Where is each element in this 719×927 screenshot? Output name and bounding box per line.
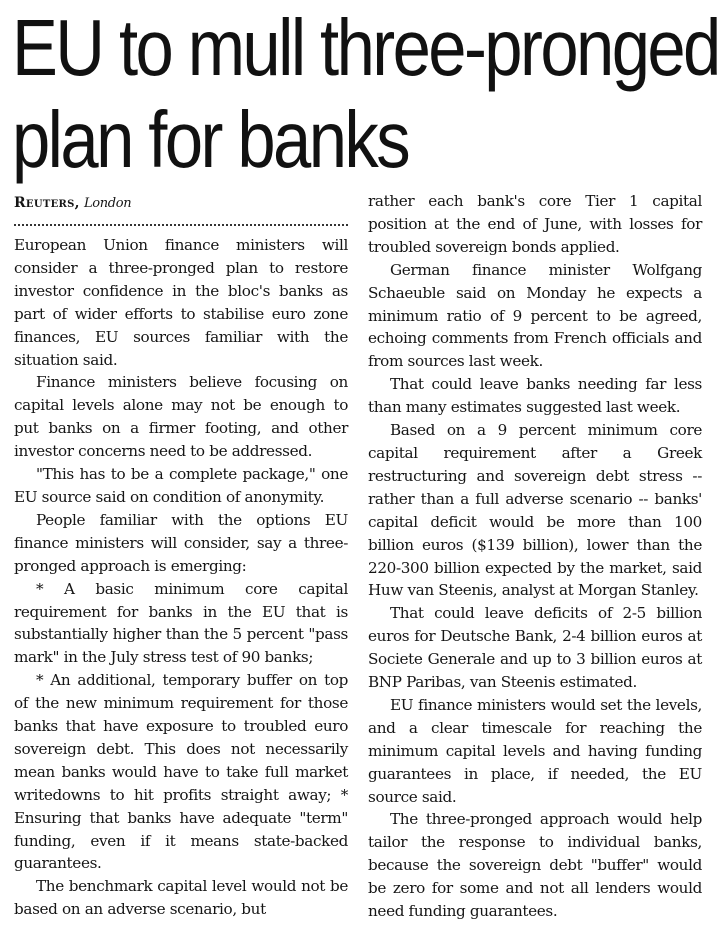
headline-line-2: plan for banks (12, 95, 409, 184)
article-column-left (14, 192, 348, 921)
paragraph: The three-pronged approach would help tailor the response to individual banks, because the sovereign debt "buffer" would be zero for some and not all lenders would need funding guarantees. (368, 810, 702, 921)
paragraph: Based on a 9 percent minimum core capital requirement after a Greek restructuring and sovereign debt stress -- rather than a full adverse scenario -- banks' capital deficit would be more than 100 billion euros ($139 billion), lower than the 220-300 billion expected by the market, said Huw van Steenis, analyst at Morgan Stanley. (368, 421, 702, 600)
byline-divider (14, 224, 348, 226)
paragraph: European Union finance ministers will consider a three-pronged plan to restore investor confidence in the bloc's banks as part of wider efforts to stabilise euro zone finances, EU sources familiar with the situation said. (14, 236, 348, 369)
article-column-right (368, 190, 702, 923)
headline-line-1: EU to mull three-pronged (12, 3, 719, 92)
paragraph: "This has to be a complete package," one EU source said on condition of anonymity. (14, 465, 348, 506)
paragraph: That could leave banks needing far less than many estimates suggested last week. (368, 375, 702, 417)
headline (12, 2, 719, 186)
paragraph: The benchmark capital level would not be based on an adverse scenario, but (14, 877, 348, 919)
byline-city: London (83, 196, 132, 211)
paragraph: That could leave deficits of 2-5 billion euros for Deutsche Bank, 2-4 billion euros at Societe Generale and up to 3 billion euros at BNP Paribas, van Steenis estimated. (368, 604, 702, 692)
paragraph: German finance minister Wolfgang Schaeuble said on Monday he expects a minimum ratio of 9 percent to be agreed, echoing comments from French officials and from sources last week. (368, 260, 702, 371)
paragraph: People familiar with the options EU finance ministers will consider, say a three-pronged approach is emerging: (14, 510, 348, 575)
paragraph: * An additional, temporary buffer on top of the new minimum requirement for those banks that have exposure to troubled euro sovereign debt. This does not necessarily mean banks would have to take full market writedowns to hit profits straight away; * Ensuring that banks have adequate "term" funding, even if it means state-backed guarantees. (14, 671, 348, 873)
paragraph: Finance ministers believe focusing on capital levels alone may not be enough to put banks on a firmer footing, and other investor concerns need to be addressed. (14, 373, 348, 461)
byline (14, 192, 348, 215)
paragraph: * A basic minimum core capital requirement for banks in the EU that is substantially higher than the 5 percent "pass mark" in the July stress test of 90 banks; (14, 579, 348, 667)
paragraph: rather each bank's core Tier 1 capital position at the end of June, with losses for troubled sovereign bonds applied. (368, 192, 702, 256)
byline-agency: Reuters, (14, 195, 80, 211)
paragraph: EU finance ministers would set the levels, and a clear timescale for reaching the minimum capital levels and having funding guarantees in place, if needed, the EU source said. (368, 695, 702, 806)
